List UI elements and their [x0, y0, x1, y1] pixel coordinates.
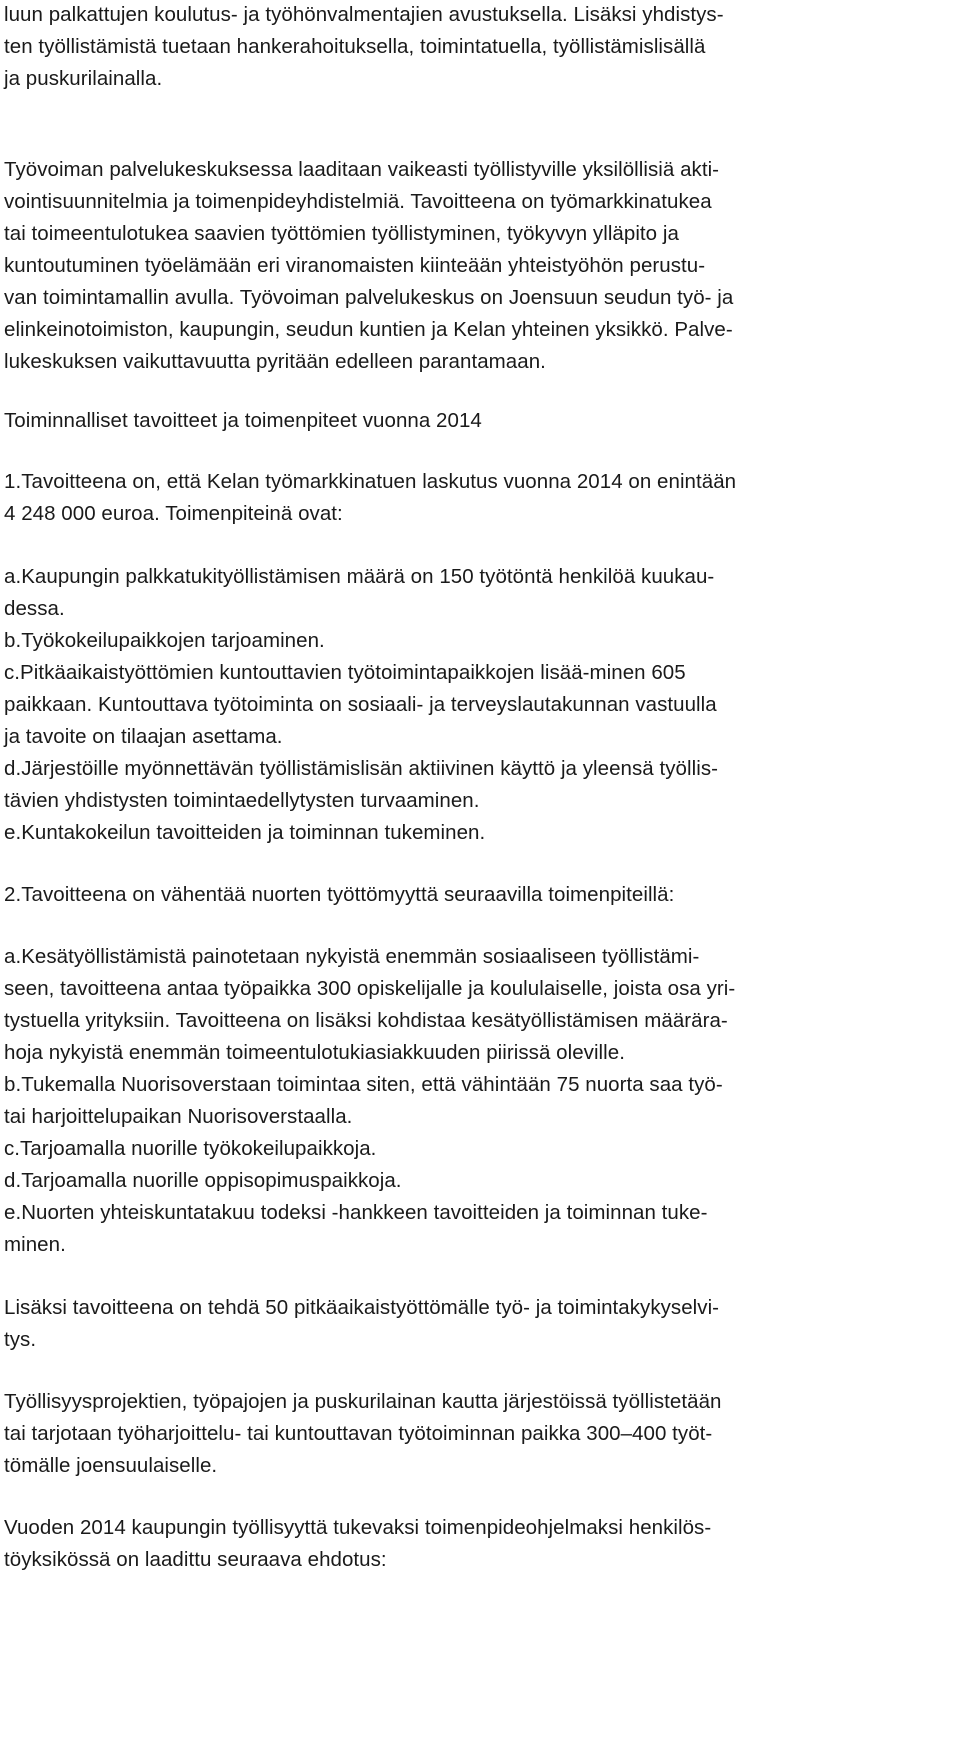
- list-item: dessa.: [4, 597, 65, 620]
- list-item: d.Järjestöille myönnettävän työllistämislisän aktiivinen käyttö ja yleensä työllis-: [4, 757, 718, 780]
- list-item: b.Työkokeilupaikkojen tarjoaminen.: [4, 629, 325, 652]
- list-item: minen.: [4, 1233, 66, 1256]
- list-item: paikkaan. Kuntouttava työtoiminta on sosiaali- ja terveyslautakunnan vastuulla: [4, 693, 717, 716]
- text-line: vointisuunnitelmia ja toimenpideyhdistelmiä. Tavoitteena on työmarkkinatukea: [4, 190, 712, 213]
- text-line: Työvoiman palvelukeskuksessa laaditaan vaikeasti työllistyville yksilöllisiä akti-: [4, 158, 720, 181]
- list-item: a.Kesätyöllistämistä painotetaan nykyistä enemmän sosiaaliseen työllistämi-: [4, 945, 700, 968]
- text-line: ten työllistämistä tuetaan hankerahoituksella, toimintatuella, työllistämislisällä: [4, 35, 706, 58]
- list-item: tävien yhdistysten toimintaedellytysten turvaaminen.: [4, 789, 480, 812]
- list-item: ja tavoite on tilaajan asettama.: [4, 725, 283, 748]
- text-line: Vuoden 2014 kaupungin työllisyyttä tukevaksi toimenpideohjelmaksi henkilös-: [4, 1516, 712, 1539]
- text-line: 1.Tavoitteena on, että Kelan työmarkkinatuen laskutus vuonna 2014 on enintään: [4, 470, 737, 493]
- list-item: e.Nuorten yhteiskuntatakuu todeksi -hankkeen tavoitteiden ja toiminnan tuke-: [4, 1201, 708, 1224]
- text-line: töyksikössä on laadittu seuraava ehdotus:: [4, 1548, 387, 1571]
- list-item: b.Tukemalla Nuorisoverstaan toimintaa siten, että vähintään 75 nuorta saa työ-: [4, 1073, 723, 1096]
- list-item: e.Kuntakokeilun tavoitteiden ja toiminnan tukeminen.: [4, 821, 486, 844]
- text-line: Työllisyysprojektien, työpajojen ja puskurilainan kautta järjestöissä työllistetään: [4, 1390, 722, 1413]
- text-line: van toimintamallin avulla. Työvoiman palvelukeskus on Joensuun seudun työ- ja: [4, 286, 734, 309]
- text-line: tai toimeentulotukea saavien työttömien työllistyminen, työkyvyn ylläpito ja: [4, 222, 679, 245]
- text-line: tai tarjotaan työharjoittelu- tai kuntouttavan työtoiminnan paikka 300–400 työt-: [4, 1422, 713, 1445]
- text-line: 4 248 000 euroa. Toimenpiteinä ovat:: [4, 502, 343, 525]
- list-item: seen, tavoitteena antaa työpaikka 300 opiskelijalle ja koululaiselle, joista osa yri-: [4, 977, 736, 1000]
- section-heading: Toiminnalliset tavoitteet ja toimenpiteet vuonna 2014: [4, 409, 482, 432]
- text-line: tömälle joensuulaiselle.: [4, 1454, 218, 1477]
- list-item: d.Tarjoamalla nuorille oppisopimuspaikkoja.: [4, 1169, 402, 1192]
- list-item: hoja nykyistä enemmän toimeentulotukiasiakkuuden piirissä oleville.: [4, 1041, 625, 1064]
- text-line: tys.: [4, 1328, 37, 1351]
- text-line: luun palkattujen koulutus- ja työhönvalmentajien avustuksella. Lisäksi yhdistys-: [4, 3, 724, 26]
- text-line: lukeskuksen vaikuttavuutta pyritään edelleen parantamaan.: [4, 350, 546, 373]
- text-line: kuntoutuminen työelämään eri viranomaisten kiinteään yhteistyöhön perustu-: [4, 254, 706, 277]
- text-line: elinkeinotoimiston, kaupungin, seudun kuntien ja Kelan yhteinen yksikkö. Palve-: [4, 318, 733, 341]
- list-item: tai harjoittelupaikan Nuorisoverstaalla.: [4, 1105, 353, 1128]
- list-item: tystuella yrityksiin. Tavoitteena on lisäksi kohdistaa kesätyöllistämisen määrära-: [4, 1009, 728, 1032]
- text-line: 2.Tavoitteena on vähentää nuorten työttömyyttä seuraavilla toimenpiteillä:: [4, 883, 675, 906]
- text-line: ja puskurilainalla.: [4, 67, 163, 90]
- list-item: c.Pitkäaikaistyöttömien kuntouttavien työtoimintapaikkojen lisää-minen 605: [4, 661, 686, 684]
- list-item: a.Kaupungin palkkatukityöllistämisen määrä on 150 työtöntä henkilöä kuukau-: [4, 565, 715, 588]
- list-item: c.Tarjoamalla nuorille työkokeilupaikkoja.: [4, 1137, 377, 1160]
- text-line: Lisäksi tavoitteena on tehdä 50 pitkäaikaistyöttömälle työ- ja toimintakykyselvi-: [4, 1296, 720, 1319]
